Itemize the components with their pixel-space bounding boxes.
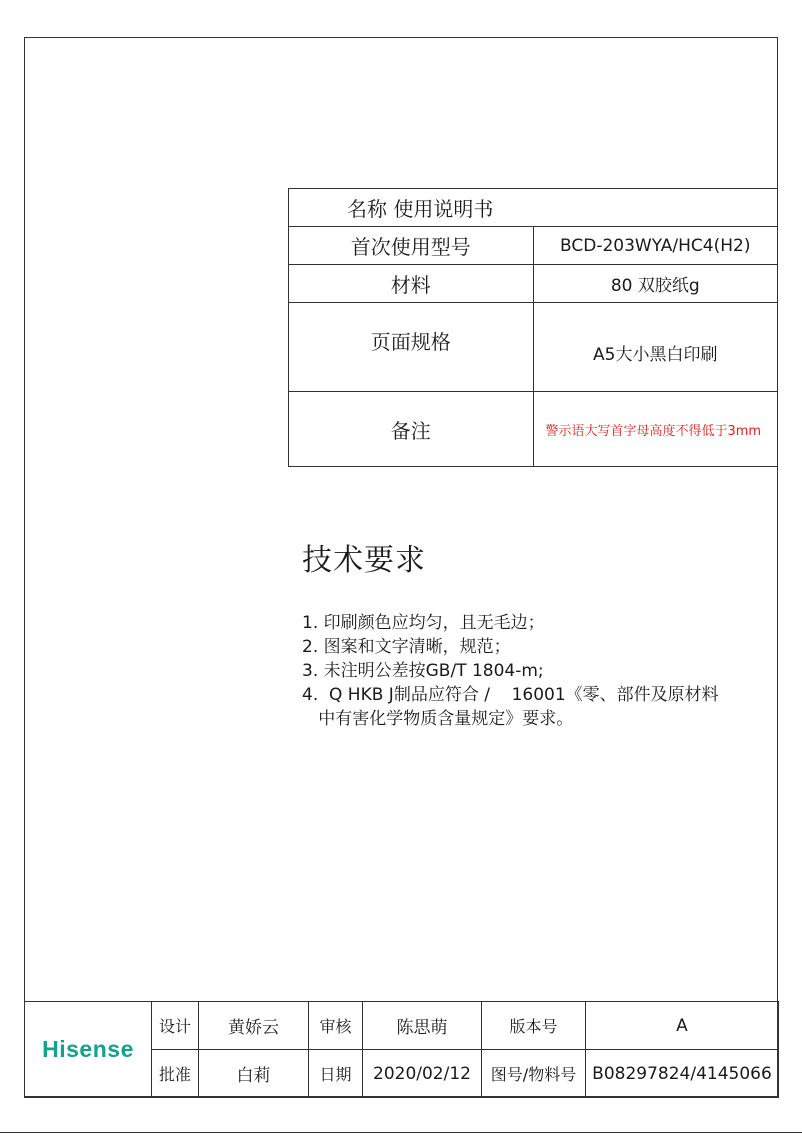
designer-label: 设计 bbox=[152, 1002, 199, 1050]
reviewer-name: 陈思萌 bbox=[363, 1002, 482, 1050]
approver-name: 白莉 bbox=[199, 1050, 309, 1098]
page-bottom-rule bbox=[0, 1132, 802, 1133]
spec-row-model bbox=[289, 227, 778, 265]
requirement-item: 3. 未注明公差按GB/T 1804-m; bbox=[302, 661, 544, 681]
spec-row-material bbox=[289, 265, 778, 303]
spec-label-page: 页面规格 bbox=[289, 303, 534, 392]
reviewer-label: 审核 bbox=[309, 1002, 363, 1050]
date-label: 日期 bbox=[309, 1050, 363, 1098]
requirement-item-continued: 中有害化学物质含量规定》要求。 bbox=[302, 709, 574, 729]
spec-label-note: 备注 bbox=[289, 392, 534, 467]
spec-row-name bbox=[289, 189, 778, 227]
version-value: A bbox=[586, 1002, 779, 1050]
version-label: 版本号 bbox=[482, 1002, 586, 1050]
tech-requirements-title: 技术要求 bbox=[302, 543, 426, 578]
spec-value-material: 80 双胶纸g bbox=[533, 265, 778, 303]
spec-value-note: 警示语大写首字母高度不得低于3mm bbox=[533, 392, 778, 467]
spec-row-note bbox=[289, 392, 778, 467]
spec-table bbox=[288, 188, 778, 467]
requirement-item: 1. 印刷颜色应均匀，且无毛边； bbox=[302, 613, 545, 633]
requirements-list bbox=[302, 611, 772, 731]
spec-label-material: 材料 bbox=[289, 265, 534, 303]
hisense-logo: Hisense bbox=[25, 1002, 152, 1098]
date-value: 2020/02/12 bbox=[363, 1050, 482, 1098]
drawing-number-value: B08297824/4145066 bbox=[586, 1050, 779, 1098]
spec-label-model: 首次使用型号 bbox=[289, 227, 534, 265]
spec-name-line: 名称 使用说明书 bbox=[289, 189, 778, 227]
requirement-item: 2. 图案和文字清晰，规范； bbox=[302, 637, 511, 657]
designer-name: 黄娇云 bbox=[199, 1002, 309, 1050]
spec-value-model: BCD-203WYA/HC4(H2) bbox=[533, 227, 778, 265]
drawing-number-label: 图号/物料号 bbox=[482, 1050, 586, 1098]
approver-label: 批准 bbox=[152, 1050, 199, 1098]
spec-value-page: A5大小黑白印刷 bbox=[533, 303, 778, 392]
title-block bbox=[24, 1001, 779, 1098]
requirement-item: 4. Q HKB J制品应符合 / 16001《零、部件及原材料 bbox=[302, 685, 719, 705]
spec-row-page bbox=[289, 303, 778, 392]
